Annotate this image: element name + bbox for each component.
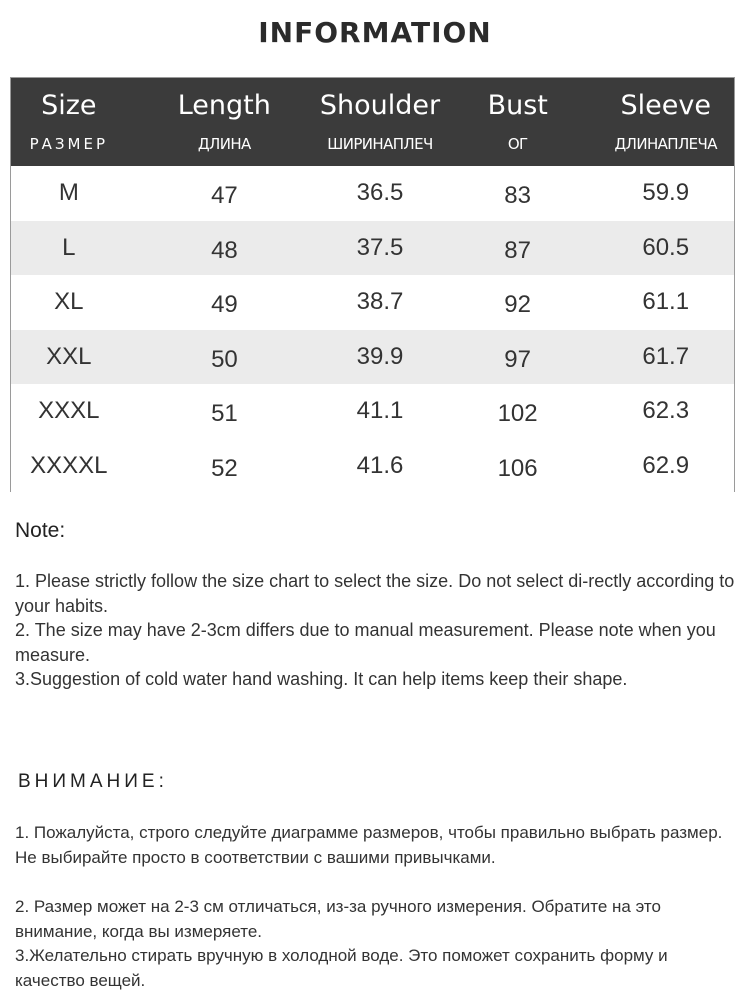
note-item-3: 3.Suggestion of cold water hand washing. It can help items keep their shape. [15,669,628,689]
cell-size: XXL [46,342,92,370]
header-length-ru: ДЛИНА [197,135,251,153]
attention-item-3: 3.Желательно стирать вручную в холодной воде. Это поможет сохранить форму и качество вещей. [15,946,668,990]
table-row [11,330,734,385]
note-item-1: 1. Please strictly follow the size chart to select the size. Do not select di-rectly according to your habits. [15,571,735,616]
cell-length: 50 [211,345,238,373]
header-bust-en: Bust [487,90,548,121]
size-chart-table [10,77,735,492]
attention-item-1: 1. Пожалуйста, строго следуйте диаграмме размеров, чтобы правильно выбрать размер. Не выбирайте просто в соответствии с вашими привычками. [15,823,723,867]
header-size-ru: РАЗМЕР [29,135,108,153]
cell-size: M [58,179,79,207]
note-item-2: 2. The size may have 2-3cm differs due to manual measurement. Please note when you measure. [15,620,716,665]
cell-length: 47 [211,182,238,210]
cell-shoulder: 39.9 [356,342,404,370]
header-size-en: Size [41,90,97,121]
attention-title: ВНИМАНИЕ: [18,771,168,792]
header-shoulder [319,78,441,166]
cell-length: 52 [211,454,238,482]
cell-sleeve: 59.9 [642,179,690,207]
cell-sleeve: 62.3 [642,397,690,425]
cell-bust: 102 [497,400,538,428]
attention-item-2: 2. Размер может на 2-3 см отличаться, из-за ручного измерения. Обратите на это внимание, когда вы измеряете. [15,897,661,941]
cell-shoulder: 36.5 [356,179,404,207]
cell-bust: 83 [504,182,531,210]
header-sleeve [597,78,734,166]
note-title: Note: [15,519,66,542]
cell-bust: 92 [504,291,531,319]
header-size [11,78,127,166]
cell-shoulder: 41.6 [356,451,404,479]
cell-sleeve: 60.5 [642,233,690,261]
cell-length: 49 [211,291,238,319]
cell-sleeve: 61.1 [642,288,690,316]
table-row [11,221,734,276]
cell-size: XL [54,288,84,316]
header-length [127,78,322,166]
cell-shoulder: 41.1 [356,397,404,425]
header-shoulder-ru: ШИРИНАПЛЕЧ [327,135,433,153]
header-bust-ru: ОГ [507,135,528,153]
cell-size: L [62,233,76,261]
cell-shoulder: 37.5 [356,233,404,261]
cell-bust: 87 [504,236,531,264]
header-sleeve-ru: ДЛИНАПЛЕЧА [614,135,717,153]
table-row [11,439,734,494]
cell-bust: 97 [504,345,531,373]
cell-length: 51 [211,400,238,428]
cell-sleeve: 61.7 [642,342,690,370]
header-shoulder-en: Shoulder [319,90,441,121]
cell-shoulder: 38.7 [356,288,404,316]
page-title: INFORMATION [258,16,492,49]
header-sleeve-en: Sleeve [620,90,711,121]
cell-bust: 106 [497,454,538,482]
table-row [11,275,734,330]
cell-size: XXXL [38,397,100,425]
header-length-en: Length [177,90,271,121]
cell-size: XXXXL [30,451,108,479]
table-row [11,384,734,439]
header-bust [438,78,597,166]
table-header [11,78,734,166]
cell-length: 48 [211,236,238,264]
table-row [11,166,734,221]
cell-sleeve: 62.9 [642,451,690,479]
